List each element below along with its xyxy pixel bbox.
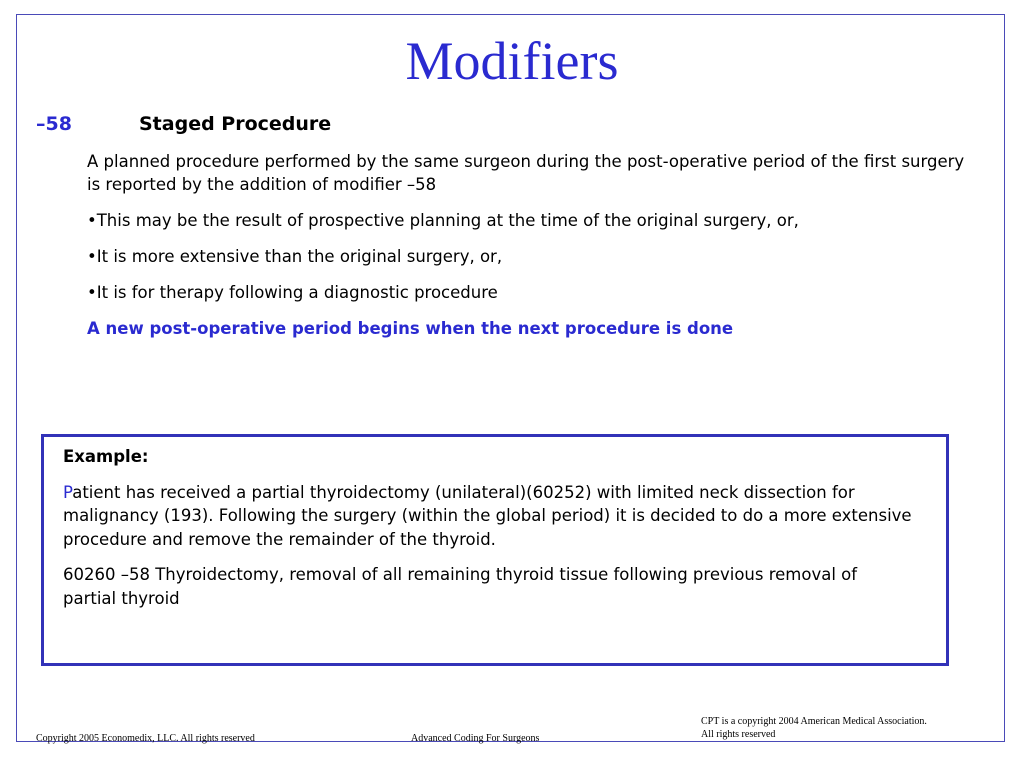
first-letter: P [63,482,73,502]
footer-course-title: Advanced Coding For Surgeons [411,733,540,744]
bullet-item: •It is more extensive than the original surgery, or, [87,247,503,266]
footer-cpt-notice [701,715,981,741]
slide-title: Modifiers [405,31,619,91]
example-paragraph [63,481,915,552]
cpt-notice-line: CPT is a copyright 2004 American Medical Association. [701,716,927,727]
example-paragraph-text: atient has received a partial thyroidectomy (unilateral)(60252) with limited neck dissection for malignancy (193). Following the surgery (within the global period) it is decided to do a more extensive procedure and remove the remainder of the thyroid. [63,482,912,549]
example-content [63,445,915,622]
modifier-description [87,150,967,353]
modifier-code: –58 [36,113,72,135]
example-code-paragraph: 60260 –58 Thyroidectomy, removal of all remaining thyroid tissue following previous removal of partial thyroid [63,565,858,608]
bullet-item: •This may be the result of prospective planning at the time of the original surgery, or, [87,211,799,230]
modifier-name: Staged Procedure [139,113,332,135]
emphasis-statement: A new post-operative period begins when the next procedure is done [87,319,734,338]
footer-copyright: Copyright 2005 Economedix, LLC. All rights reserved [36,733,255,744]
bullet-item: •It is for therapy following a diagnostic procedure [87,283,498,302]
cpt-notice-line: All rights reserved [701,729,776,740]
example-label: Example: [63,447,149,466]
description-paragraph: A planned procedure performed by the same surgeon during the post-operative period of the first surgery is reported by the addition of modifier –58 [87,152,965,194]
example-box [41,434,949,666]
